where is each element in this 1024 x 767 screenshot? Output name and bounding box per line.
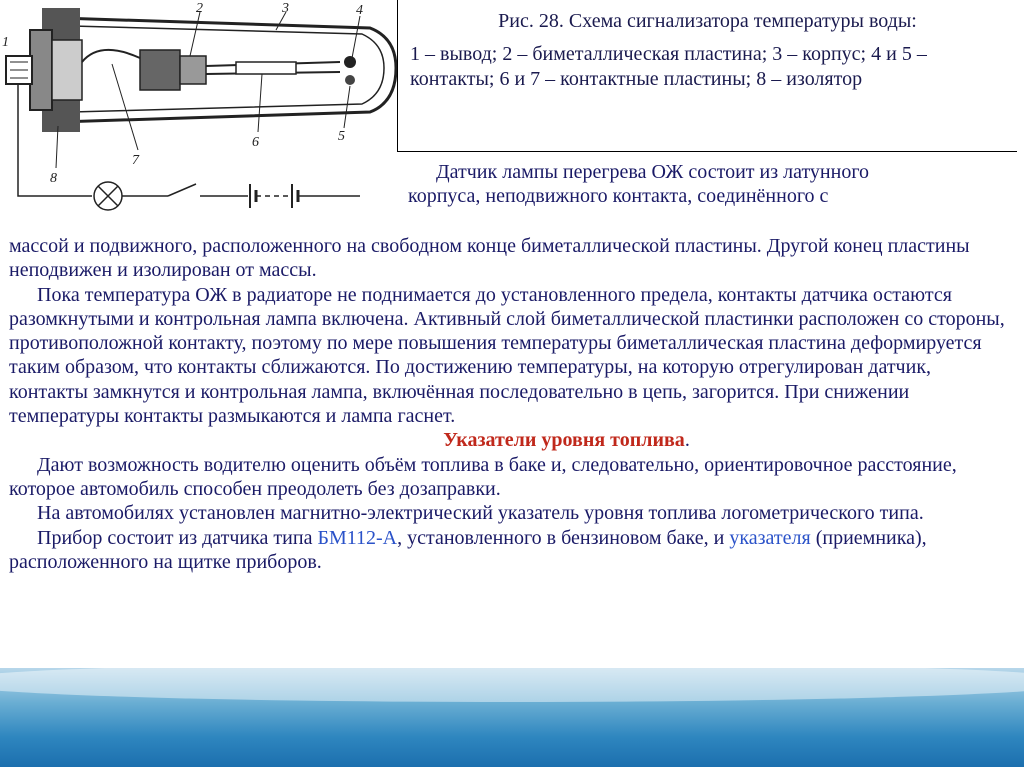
sensor-diagram [0,0,400,225]
diagram-label-6: 6 [252,135,259,150]
paragraph-operation [9,283,1014,429]
intro-line-2: корпуса, неподвижного контакта, соединённого с [408,185,829,208]
diagram-label-2: 2 [196,1,203,16]
section-heading-text: Указатели уровня топлива [443,429,685,452]
diagram-label-3: 3 [282,1,289,16]
sensor-type-link[interactable]: БМ112-А [317,526,398,549]
intro-paragraph [408,160,1020,209]
paragraph-device-text-c: (приемника), расположенного на щитке приборов. [9,526,927,573]
paragraph-operation-text: Пока температура ОЖ в радиаторе не поднимается до установленного предела, контакты датчика остаются разомкнутыми и контрольная лампа включена. Активный слой биметаллической пластинки расположен со стороны, противоположной контакту, поэтому по мере повышения температуры биметаллическая пластина деформируется таким образом, что контакты сближаются. По достижению температуры, на которую отрегулирован датчик, контакты замкнутся и контрольная лампа, включённая последовательно в цепь, загорится. При снижении температуры контакты размыкаются и лампа гаснет. [9,283,1005,428]
section-heading [9,428,1014,452]
paragraph-device [9,526,1014,575]
indicator-link[interactable]: указателя [729,526,811,549]
bottom-decoration-band [0,668,1024,767]
section-heading-dot: . [684,429,690,452]
intro-line-1: Датчик лампы перегрева ОЖ состоит из латунного [436,161,870,183]
paragraph-device-text-a: Прибор состоит из датчика типа [37,526,318,549]
figure-caption-box [397,0,1017,152]
diagram-label-1: 1 [2,35,9,50]
diagram-label-7: 7 [132,153,139,168]
figure-legend: 1 – вывод; 2 – биметаллическая пластина; 3 – корпус; 4 и 5 – контакты; 6 и 7 – контактные пластины; 8 – изолятор [410,43,927,90]
figure-caption-title: Рис. 28. Схема сигнализатора температуры воды: [498,10,917,32]
body-text [9,234,1014,574]
diagram-label-5: 5 [338,129,345,144]
paragraph-indicator [9,501,1014,525]
paragraph-device-text-b: , установленного в бензиновом баке, и [397,526,730,549]
diagram-label-4: 4 [356,3,363,18]
paragraph-purpose-text: Дают возможность водителю оценить объём топлива в баке и, следовательно, ориентировочное расстояние, которое автомобиль способен преодолеть без дозаправки. [9,453,957,500]
diagram-label-8: 8 [50,171,57,186]
paragraph-indicator-text: На автомобилях установлен магнитно-электрический указатель уровня топлива логометрического типа. [37,502,924,525]
paragraph-purpose [9,453,1014,502]
paragraph-continuation: массой и подвижного, расположенного на свободном конце биметаллической пластины. Другой конец пластины неподвижен и изолирован от массы. [9,235,970,282]
